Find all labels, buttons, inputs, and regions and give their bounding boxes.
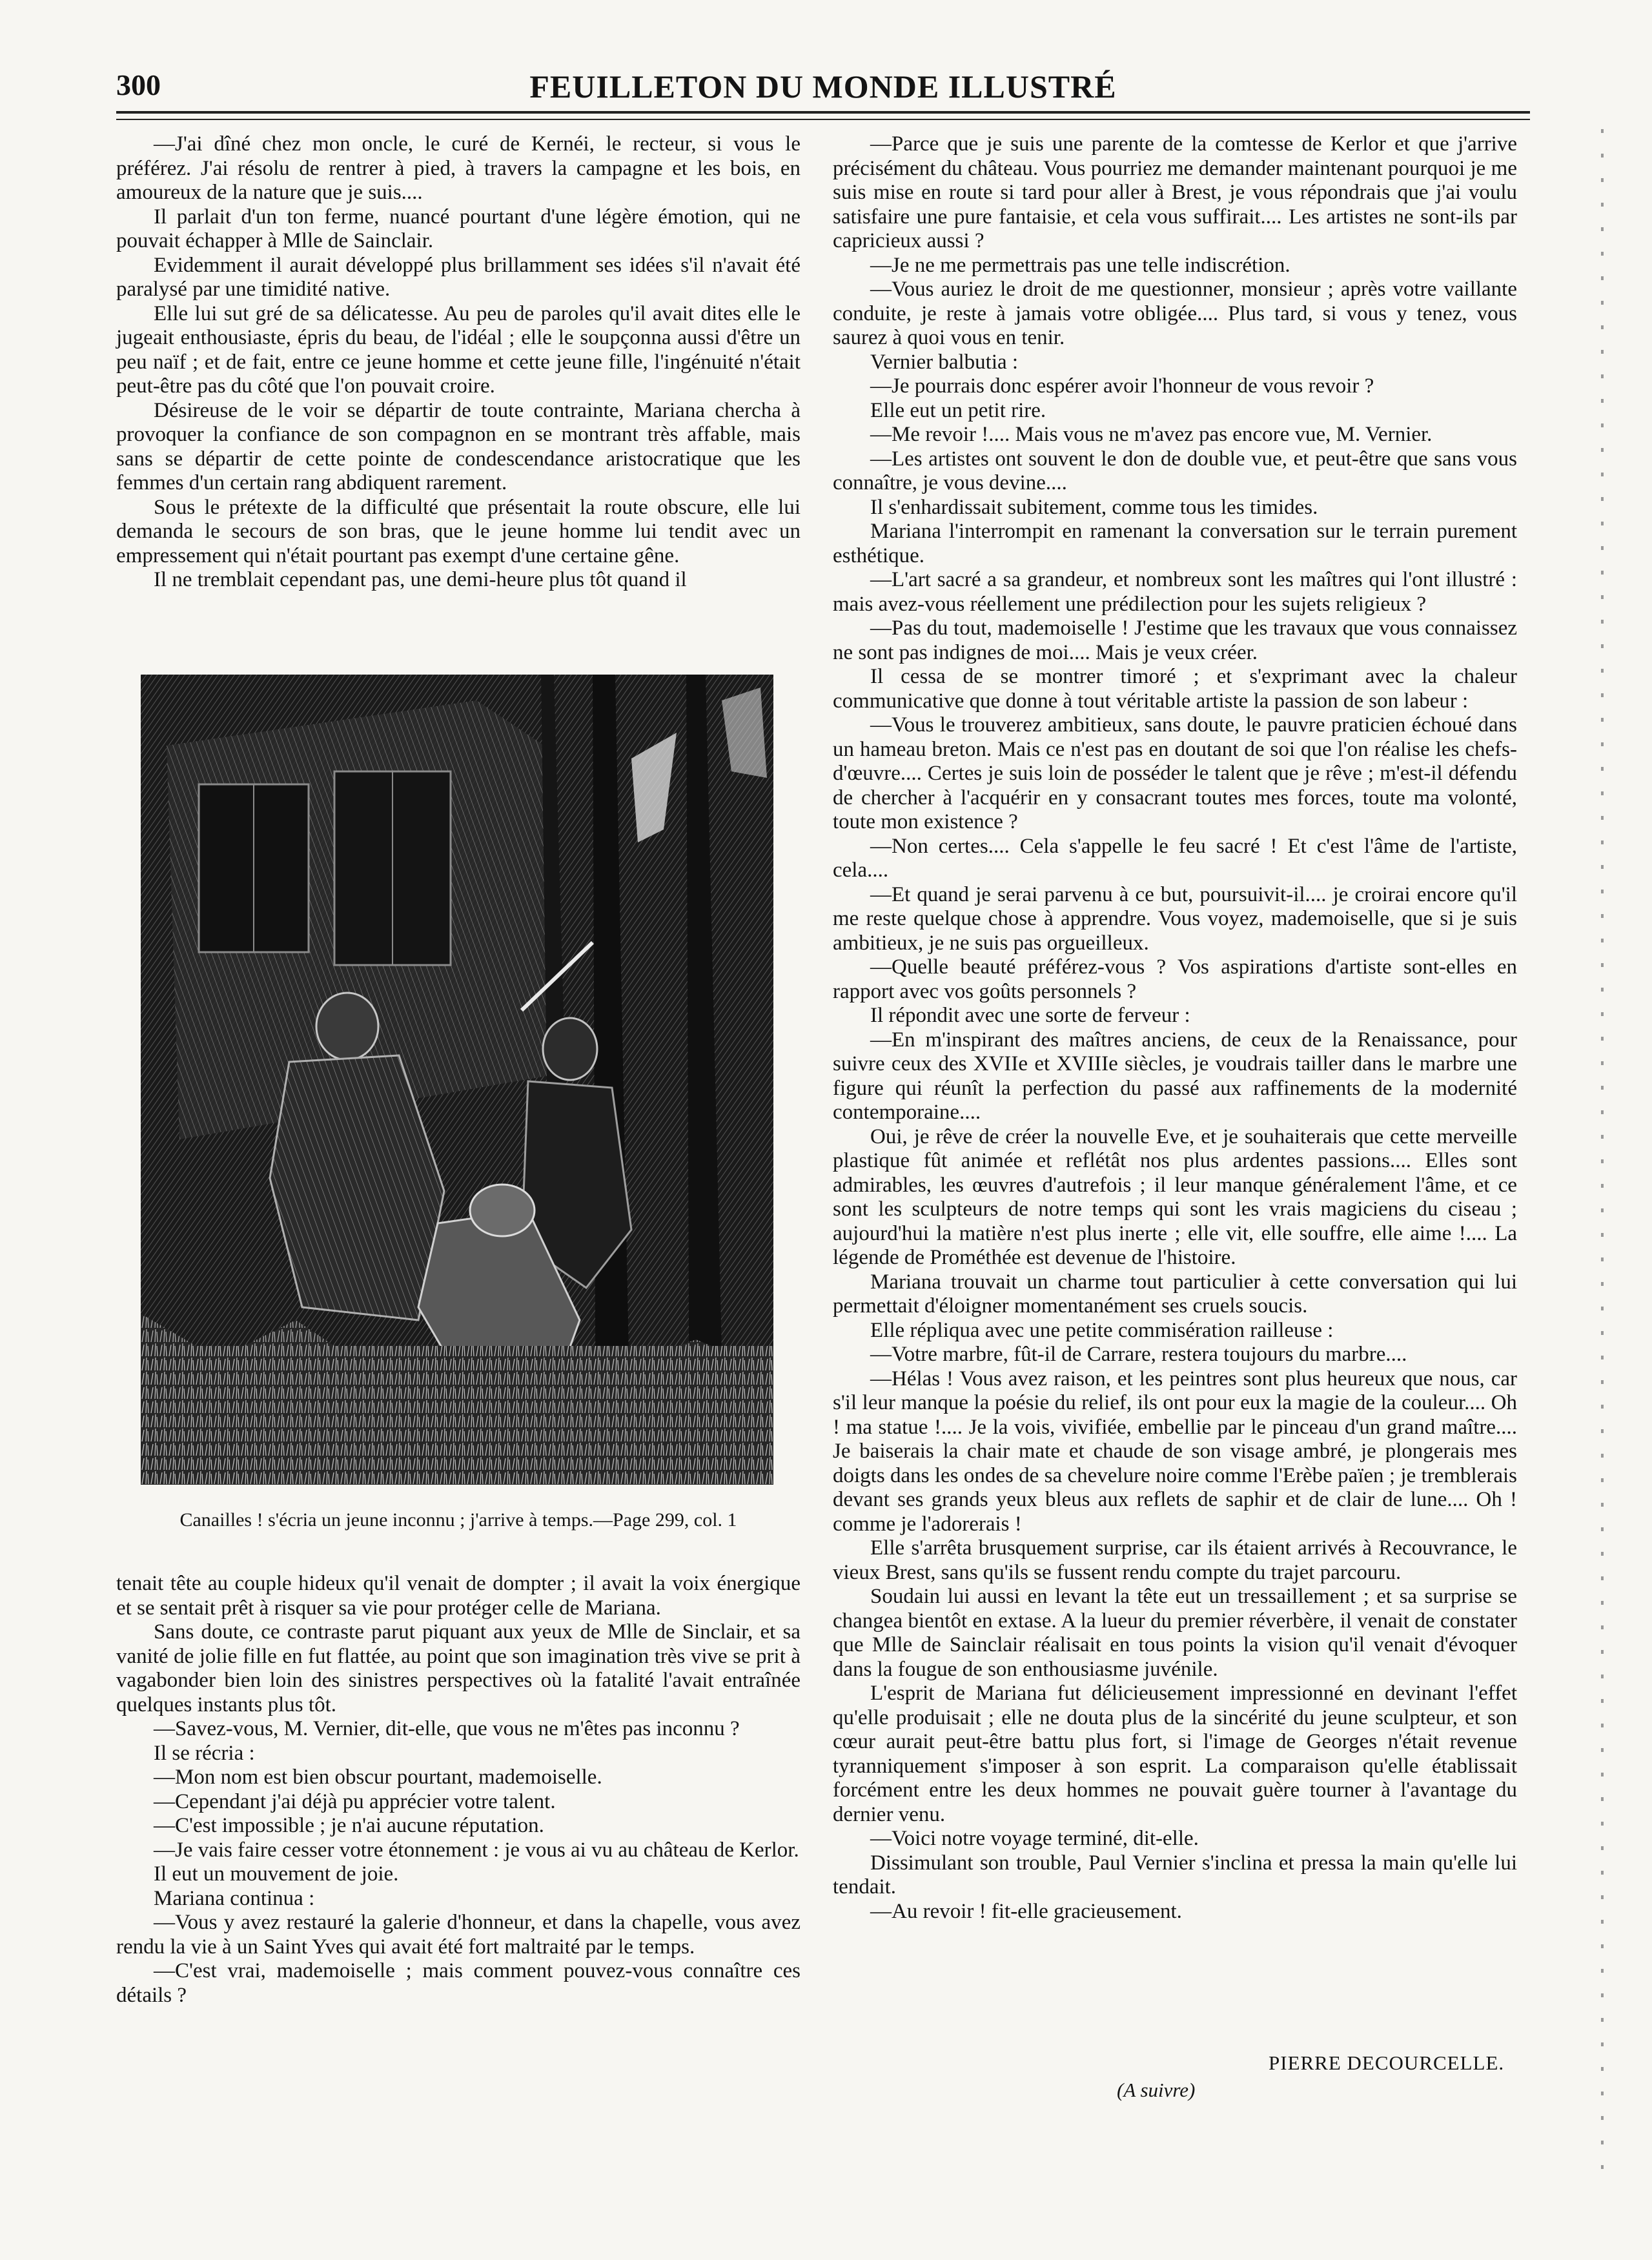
paragraph: Il ne tremblait cependant pas, une demi-heure plus tôt quand il <box>154 568 687 591</box>
margin-dotted-line <box>1601 129 1604 2182</box>
paragraph: —Votre marbre, fût-il de Carrare, restera toujours du marbre.... <box>870 1343 1407 1366</box>
to-be-continued: (A suivre) <box>1117 2079 1196 2101</box>
paragraph: Mariana continua : <box>154 1886 315 1910</box>
left-column-top <box>116 132 801 593</box>
paragraph: Elle répliqua avec une petite commisération railleuse : <box>870 1318 1334 1342</box>
paragraph: Il se récria : <box>154 1741 255 1765</box>
paragraph: —Me revoir !.... Mais vous ne m'avez pas encore vue, M. Vernier. <box>870 423 1433 446</box>
right-column <box>833 132 1517 1924</box>
paragraph: Dissimulant son trouble, Paul Vernier s'inclina et pressa la main qu'elle lui tendait. <box>833 1851 1517 1899</box>
header-rule-thin <box>116 119 1530 120</box>
paragraph: Vernier balbutia : <box>870 350 1019 374</box>
paragraph: —Vous le trouverez ambitieux, sans doute, le pauvre praticien échoué dans un hameau breton. Mais ce n'est pas en doutant de soi que l'on réalise les chefs-d'œuvre.... Certes je suis loin de posséder le talent que je rêve ; m'est-il défendu de chercher à l'acquérir en y consacrant toutes mes forces, toute ma volonté, toute mon existence ? <box>833 713 1517 833</box>
paragraph: —Parce que je suis une parente de la comtesse de Kerlor et que j'arrive précisément du château. Vous pourriez me demander maintenant pourquoi je me suis mise en route si tard pour aller à Brest, je vous répondrais que j'ai voulu satisfaire une pure fantaisie, et cela vous suffirait.... Les artistes ne sont-ils par capricieux aussi ? <box>833 132 1517 252</box>
paragraph: —Quelle beauté préférez-vous ? Vos aspirations d'artiste sont-elles en rapport avec vos goûts personnels ? <box>833 955 1517 1003</box>
paragraph: tenait tête au couple hideux qu'il venait de dompter ; il avait la voix énergique et se sentait prêt à risquer sa vie pour protéger celle de Mariana. <box>116 1572 801 1620</box>
paragraph: Elle lui sut gré de sa délicatesse. Au peu de paroles qu'il avait dites elle le jugeait enthousiaste, épris du beau, de l'idéal ; elle le soupçonna aussi d'être un peu naïf ; et de fait, entre ce jeune homme et cette jeune fille, l'ingénuité n'était peut-être pas du côté que l'on pouvait croire. <box>116 301 801 398</box>
paragraph: —J'ai dîné chez mon oncle, le curé de Kernéi, le recteur, si vous le préférez. J'ai résolu de rentrer à pied, à travers la campagne et les bois, en amoureux de la nature que je suis.... <box>116 132 801 204</box>
paragraph: Oui, je rêve de créer la nouvelle Eve, et je souhaiterais que cette merveille plastique fût animée et reflétât nos plus ardentes passions.... Elles sont admirables, les œuvres d'autrefois ; il leur manque généralement l'âme, et ce sont les sculpteurs de notre temps qui sont les vrais magiciens du ciseau ; aujourd'hui la matière n'est plus inerte ; elle vit, elle souffre, elle aime !.... La légende de Prométhée est devenue de l'histoire. <box>833 1125 1517 1269</box>
header-rule <box>116 111 1530 114</box>
paragraph: —C'est impossible ; je n'ai aucune réputation. <box>154 1814 544 1837</box>
paragraph: Il s'enhardissait subitement, comme tous les timides. <box>870 495 1318 519</box>
paragraph: —Les artistes ont souvent le don de double vue, et peut-être que sans vous connaître, je vous devine.... <box>833 447 1517 494</box>
paragraph: —Je pourrais donc espérer avoir l'honneur de vous revoir ? <box>870 374 1374 398</box>
paragraph: —Non certes.... Cela s'appelle le feu sacré ! Et c'est l'âme de l'artiste, cela.... <box>833 834 1517 882</box>
paragraph: —Hélas ! Vous avez raison, et les peintres sont plus heureux que nous, car s'il leur manque la poésie du relief, ils ont pour eux la magie de la couleur.... Oh ! ma statue !.... Je la vois, vivifiée, embellie par le pinceau d'un grand maître.... Je baiserais la chair mate et chaude de son visage ambré, je plongerais mes doigts dans les ondes de sa chevelure noire comme l'Erèbe païen ; je tremblerais devant ses grands yeux bleus aux reflets de saphir et de clair de lune.... Oh ! comme je l'adorerais ! <box>833 1367 1517 1536</box>
paragraph: —Vous auriez le droit de me questionner, monsieur ; après votre vaillante conduite, je reste à jamais votre obligée.... Plus tard, si vous y tenez, vous saurez à quoi vous en tenir. <box>833 278 1517 349</box>
paragraph: —L'art sacré a sa grandeur, et nombreux sont les maîtres qui l'ont illustré : mais avez-vous réellement une prédilection pour les sujets religieux ? <box>833 568 1517 616</box>
paragraph: —En m'inspirant des maîtres anciens, de ceux de la Renaissance, pour suivre ceux des XVIIe et XVIIIe siècles, je voudrais tailler dans le marbre une figure qui réunît la perfection du passé aux raffinements de la modernité contemporaine.... <box>833 1028 1517 1124</box>
paragraph: —Mon nom est bien obscur pourtant, mademoiselle. <box>154 1766 602 1789</box>
paragraph: Soudain lui aussi en levant la tête eut un tressaillement ; et sa surprise se changea bientôt en extase. A la lueur du premier réverbère, il venait de constater que Mlle de Sainclair réalisait en tous points la vision qu'il venait d'évoquer dans la fougue de son enthousiasme juvénile. <box>833 1585 1517 1681</box>
paragraph: Il parlait d'un ton ferme, nuancé pourtant d'une légère émotion, qui ne pouvait échapper à Mlle de Sainclair. <box>116 205 801 252</box>
paragraph: —C'est vrai, mademoiselle ; mais comment pouvez-vous connaître ces détails ? <box>116 1959 801 2007</box>
paragraph: Elle s'arrêta brusquement surprise, car ils étaient arrivés à Recouvrance, le vieux Brest, sans qu'ils se fussent rendu compte du trajet parcouru. <box>833 1536 1517 1584</box>
paragraph: Mariana l'interrompit en ramenant la conversation sur le terrain purement esthétique. <box>833 520 1517 567</box>
page-title: FEUILLETON DU MONDE ILLUSTRÉ <box>529 68 1117 105</box>
paragraph: Il cessa de se montrer timoré ; et s'exprimant avec la chaleur communicative que donne à tout véritable artiste la passion de son labeur : <box>833 665 1517 713</box>
paragraph: —Je vais faire cesser votre étonnement : je vous ai vu au château de Kerlor. <box>154 1838 799 1862</box>
author-signature: PIERRE DECOURCELLE. <box>1269 2051 1505 2074</box>
paragraph: —Pas du tout, mademoiselle ! J'estime que les travaux que vous connaissez ne sont pas indignes de moi.... Mais je veux créer. <box>833 616 1517 664</box>
paragraph: Sous le prétexte de la difficulté que présentait la route obscure, elle lui demanda le secours de son bras, que le jeune homme lui tendit avec un empressement qui n'était pourtant pas exempt d'une certaine gêne. <box>116 495 801 567</box>
paragraph: —Voici notre voyage terminé, dit-elle. <box>870 1827 1199 1850</box>
paragraph: —Savez-vous, M. Vernier, dit-elle, que vous ne m'êtes pas inconnu ? <box>154 1717 740 1740</box>
paragraph: —Cependant j'ai déjà pu apprécier votre talent. <box>154 1789 556 1813</box>
paragraph: Il répondit avec une sorte de ferveur : <box>870 1004 1190 1027</box>
figure-caption: Canailles ! s'écria un jeune inconnu ; j'arrive à temps.—Page 299, col. 1 <box>179 1509 737 1531</box>
paragraph: Désireuse de le voir se départir de toute contrainte, Mariana chercha à provoquer la confiance de son compagnon en se montrant très affable, mais sans se départir de cette pointe de condescendance aristocratique que les femmes d'un certain rang abdiquent rarement. <box>116 398 801 494</box>
left-column-bottom <box>116 1572 801 2008</box>
paragraph: Il eut un mouvement de joie. <box>154 1862 399 1886</box>
paragraph: —Au revoir ! fit-elle gracieusement. <box>870 1899 1182 1923</box>
paragraph: Sans doute, ce contraste parut piquant aux yeux de Mlle de Sinclair, et sa vanité de jolie fille en fut flattée, au point que son imagination très vive se prit à vagabonder bien loin des sinistres perspectives où la fatalité l'avait entraînée quelques instants plus tôt. <box>116 1620 801 1716</box>
paragraph: Elle eut un petit rire. <box>870 398 1046 422</box>
paragraph: —Et quand je serai parvenu à ce but, poursuivit-il.... je croirai encore qu'il me reste quelque chose à apprendre. Vous voyez, mademoiselle, que si je suis ambitieux, je ne suis pas orgueilleux. <box>833 882 1517 955</box>
paragraph: —Je ne me permettrais pas une telle indiscrétion. <box>870 253 1290 277</box>
paragraph: Mariana trouvait un charme tout particulier à cette conversation qui lui permettait d'éloigner momentanément ses cruels soucis. <box>833 1270 1517 1318</box>
engraving-illustration <box>141 675 773 1485</box>
page-number: 300 <box>116 68 161 101</box>
paragraph: L'esprit de Mariana fut délicieusement impressionné en devinant l'effet qu'elle produisait ; elle ne douta plus de la sincérité du jeune sculpteur, et son cœur aurait peut-être battu plus fort, si l'image de Georges n'était revenue tyranniquement s'imposer à son esprit. La comparaison qu'elle établissait forcément entre les deux hommes ne pouvait guère tourner à l'avantage du dernier venu. <box>833 1682 1517 1826</box>
paragraph: Evidemment il aurait développé plus brillamment ses idées s'il n'avait été paralysé par une timidité native. <box>116 253 801 301</box>
paragraph: —Vous y avez restauré la galerie d'honneur, et dans la chapelle, vous avez rendu la vie à un Saint Yves qui avait été fort maltraité par le temps. <box>116 1911 801 1959</box>
